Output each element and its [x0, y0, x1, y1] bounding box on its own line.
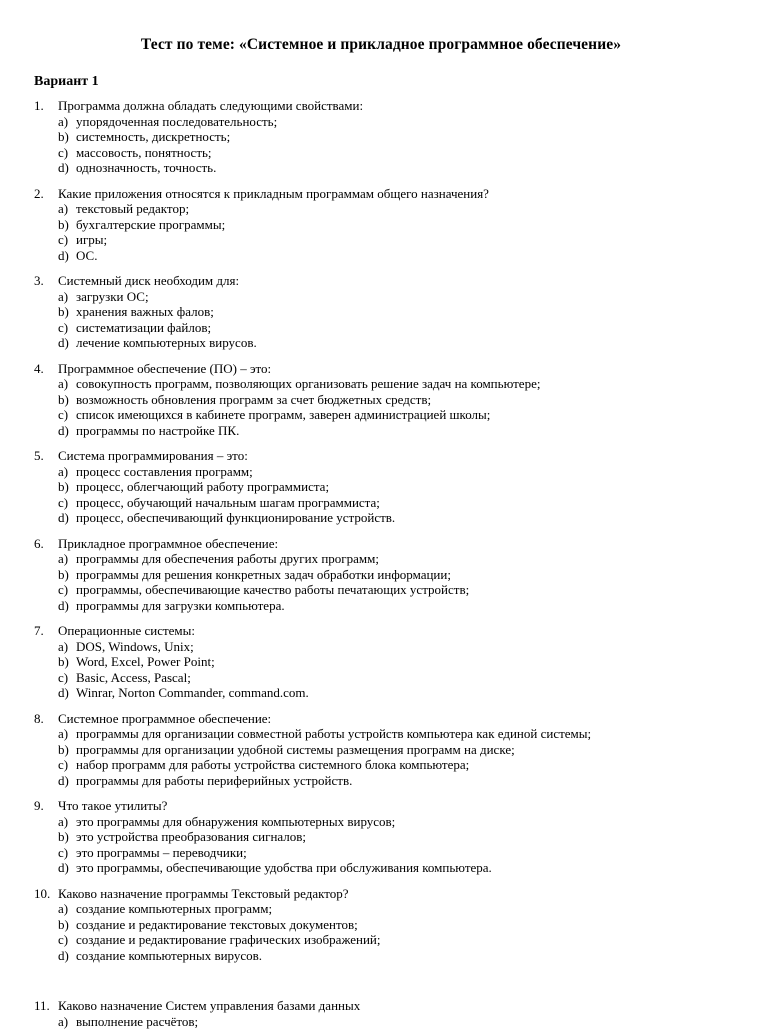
answer-option [34, 773, 728, 789]
answer-label: d) [58, 598, 76, 614]
question-number: 3. [34, 273, 58, 289]
question-item [34, 448, 728, 526]
answer-option [34, 392, 728, 408]
answer-label: c) [58, 932, 76, 948]
answer-text: программы для организации совместной работы устройств компьютера как единой системы; [76, 726, 591, 742]
answer-label: b) [58, 479, 76, 495]
answer-option [34, 917, 728, 933]
answer-option [34, 948, 728, 964]
answer-option [34, 932, 728, 948]
answer-option [34, 654, 728, 670]
answer-label: b) [58, 129, 76, 145]
answer-text: это программы – переводчики; [76, 845, 247, 861]
answer-option [34, 335, 728, 351]
answer-option [34, 232, 728, 248]
answer-option [34, 495, 728, 511]
answer-option [34, 129, 728, 145]
question-item [34, 361, 728, 439]
answer-text: игры; [76, 232, 107, 248]
question-number: 5. [34, 448, 58, 464]
answer-option [34, 407, 728, 423]
answer-label: b) [58, 304, 76, 320]
answer-text: программы для работы периферийных устройств. [76, 773, 352, 789]
question-number: 8. [34, 711, 58, 727]
question-line [34, 361, 728, 377]
question-text: Программное обеспечение (ПО) – это: [58, 361, 271, 377]
answer-label: c) [58, 845, 76, 861]
answer-text: упорядоченная последовательность; [76, 114, 277, 130]
question-list [34, 98, 728, 1029]
answer-label: d) [58, 860, 76, 876]
answer-text: процесс, обеспечивающий функционирование устройств. [76, 510, 395, 526]
answer-option [34, 510, 728, 526]
answer-option [34, 582, 728, 598]
answer-label: d) [58, 423, 76, 439]
answer-label: a) [58, 201, 76, 217]
question-text: Системное программное обеспечение: [58, 711, 271, 727]
answer-label: a) [58, 1014, 76, 1029]
answer-text: создание и редактирование графических изображений; [76, 932, 381, 948]
answer-label: d) [58, 948, 76, 964]
answer-option [34, 845, 728, 861]
question-item [34, 186, 728, 264]
answer-text: набор программ для работы устройства системного блока компьютера; [76, 757, 469, 773]
answer-label: a) [58, 639, 76, 655]
question-line [34, 798, 728, 814]
answer-text: программы для организации удобной системы размещения программ на диске; [76, 742, 515, 758]
answer-label: a) [58, 464, 76, 480]
answer-option [34, 160, 728, 176]
question-number: 7. [34, 623, 58, 639]
answer-option [34, 320, 728, 336]
answer-text: текстовый редактор; [76, 201, 189, 217]
answer-text: создание и редактирование текстовых документов; [76, 917, 358, 933]
question-item [34, 798, 728, 876]
question-line [34, 448, 728, 464]
question-number: 2. [34, 186, 58, 202]
question-line [34, 536, 728, 552]
answer-text: совокупность программ, позволяющих организовать решение задач на компьютере; [76, 376, 540, 392]
answer-option [34, 201, 728, 217]
answer-option [34, 551, 728, 567]
answer-label: b) [58, 217, 76, 233]
answer-label: b) [58, 654, 76, 670]
answer-label: c) [58, 320, 76, 336]
answer-label: d) [58, 248, 76, 264]
answer-text: процесс, облегчающий работу программиста; [76, 479, 329, 495]
answer-label: d) [58, 510, 76, 526]
answer-text: Winrar, Norton Commander, command.com. [76, 685, 309, 701]
answer-option [34, 289, 728, 305]
answer-label: a) [58, 114, 76, 130]
answer-option [34, 598, 728, 614]
answer-option [34, 829, 728, 845]
answer-text: это устройства преобразования сигналов; [76, 829, 306, 845]
answer-option [34, 217, 728, 233]
answer-label: c) [58, 495, 76, 511]
answer-text: программы по настройке ПК. [76, 423, 239, 439]
answer-label: a) [58, 551, 76, 567]
answer-option [34, 726, 728, 742]
answer-option [34, 464, 728, 480]
question-line [34, 998, 728, 1014]
answer-text: Word, Excel, Power Point; [76, 654, 215, 670]
question-text: Каково назначение программы Текстовый редактор? [58, 886, 349, 902]
answer-text: бухгалтерские программы; [76, 217, 225, 233]
answer-label: a) [58, 289, 76, 305]
answer-label: d) [58, 773, 76, 789]
question-text: Каково назначение Систем управления базами данных [58, 998, 360, 1014]
answer-option [34, 423, 728, 439]
question-item [34, 711, 728, 789]
question-text: Система программирования – это: [58, 448, 248, 464]
answer-text: Basic, Access, Pascal; [76, 670, 191, 686]
question-text: Какие приложения относятся к прикладным программам общего назначения? [58, 186, 489, 202]
question-line [34, 273, 728, 289]
answer-option [34, 1014, 728, 1029]
answer-option [34, 567, 728, 583]
answer-text: программы для обеспечения работы других программ; [76, 551, 379, 567]
answer-label: b) [58, 742, 76, 758]
answer-label: c) [58, 232, 76, 248]
answer-option [34, 742, 728, 758]
question-number: 4. [34, 361, 58, 377]
answer-text: создание компьютерных программ; [76, 901, 272, 917]
answer-text: процесс, обучающий начальным шагам программиста; [76, 495, 380, 511]
answer-text: создание компьютерных вирусов. [76, 948, 262, 964]
question-line [34, 623, 728, 639]
question-number: 9. [34, 798, 58, 814]
answer-text: загрузки ОС; [76, 289, 149, 305]
answer-text: хранения важных фалов; [76, 304, 214, 320]
answer-label: a) [58, 814, 76, 830]
question-line [34, 886, 728, 902]
answer-label: a) [58, 901, 76, 917]
answer-text: лечение компьютерных вирусов. [76, 335, 257, 351]
question-item [34, 536, 728, 614]
question-number: 6. [34, 536, 58, 552]
answer-text: выполнение расчётов; [76, 1014, 198, 1029]
answer-text: систематизации файлов; [76, 320, 211, 336]
question-text: Прикладное программное обеспечение: [58, 536, 278, 552]
question-line [34, 98, 728, 114]
question-item [34, 623, 728, 701]
answer-label: a) [58, 726, 76, 742]
answer-option [34, 814, 728, 830]
question-text: Программа должна обладать следующими свойствами: [58, 98, 363, 114]
question-line [34, 711, 728, 727]
answer-option [34, 304, 728, 320]
question-number: 11. [34, 998, 58, 1014]
answer-text: ОС. [76, 248, 97, 264]
answer-label: b) [58, 567, 76, 583]
answer-option [34, 248, 728, 264]
answer-text: однозначность, точность. [76, 160, 216, 176]
answer-option [34, 145, 728, 161]
answer-text: DOS, Windows, Unix; [76, 639, 194, 655]
question-item [34, 998, 728, 1029]
answer-option [34, 639, 728, 655]
answer-text: список имеющихся в кабинете программ, заверен администрацией школы; [76, 407, 490, 423]
question-item [34, 273, 728, 351]
answer-option [34, 114, 728, 130]
answer-text: программы для загрузки компьютера. [76, 598, 285, 614]
answer-label: b) [58, 392, 76, 408]
answer-option [34, 479, 728, 495]
answer-text: массовость, понятность; [76, 145, 212, 161]
answer-label: c) [58, 407, 76, 423]
question-item [34, 886, 728, 964]
answer-label: c) [58, 145, 76, 161]
answer-label: b) [58, 917, 76, 933]
document-title: Тест по теме: «Системное и прикладное программное обеспечение» [34, 36, 728, 54]
answer-option [34, 685, 728, 701]
answer-label: c) [58, 670, 76, 686]
question-item [34, 98, 728, 176]
answer-label: d) [58, 685, 76, 701]
answer-option [34, 757, 728, 773]
answer-label: c) [58, 582, 76, 598]
answer-text: процесс составления программ; [76, 464, 253, 480]
answer-label: a) [58, 376, 76, 392]
answer-text: программы, обеспечивающие качество работы печатающих устройств; [76, 582, 469, 598]
answer-option [34, 860, 728, 876]
question-text: Что такое утилиты? [58, 798, 167, 814]
question-text: Системный диск необходим для: [58, 273, 239, 289]
answer-text: это программы, обеспечивающие удобства при обслуживания компьютера. [76, 860, 492, 876]
answer-label: d) [58, 335, 76, 351]
question-line [34, 186, 728, 202]
question-number: 1. [34, 98, 58, 114]
answer-option [34, 376, 728, 392]
answer-text: программы для решения конкретных задач обработки информации; [76, 567, 451, 583]
question-number: 10. [34, 886, 58, 902]
answer-option [34, 901, 728, 917]
answer-text: это программы для обнаружения компьютерных вирусов; [76, 814, 395, 830]
answer-label: d) [58, 160, 76, 176]
answer-option [34, 670, 728, 686]
answer-text: системность, дискретность; [76, 129, 230, 145]
answer-label: b) [58, 829, 76, 845]
variant-heading: Вариант 1 [34, 74, 728, 90]
answer-label: c) [58, 757, 76, 773]
question-text: Операционные системы: [58, 623, 195, 639]
answer-text: возможность обновления программ за счет бюджетных средств; [76, 392, 431, 408]
